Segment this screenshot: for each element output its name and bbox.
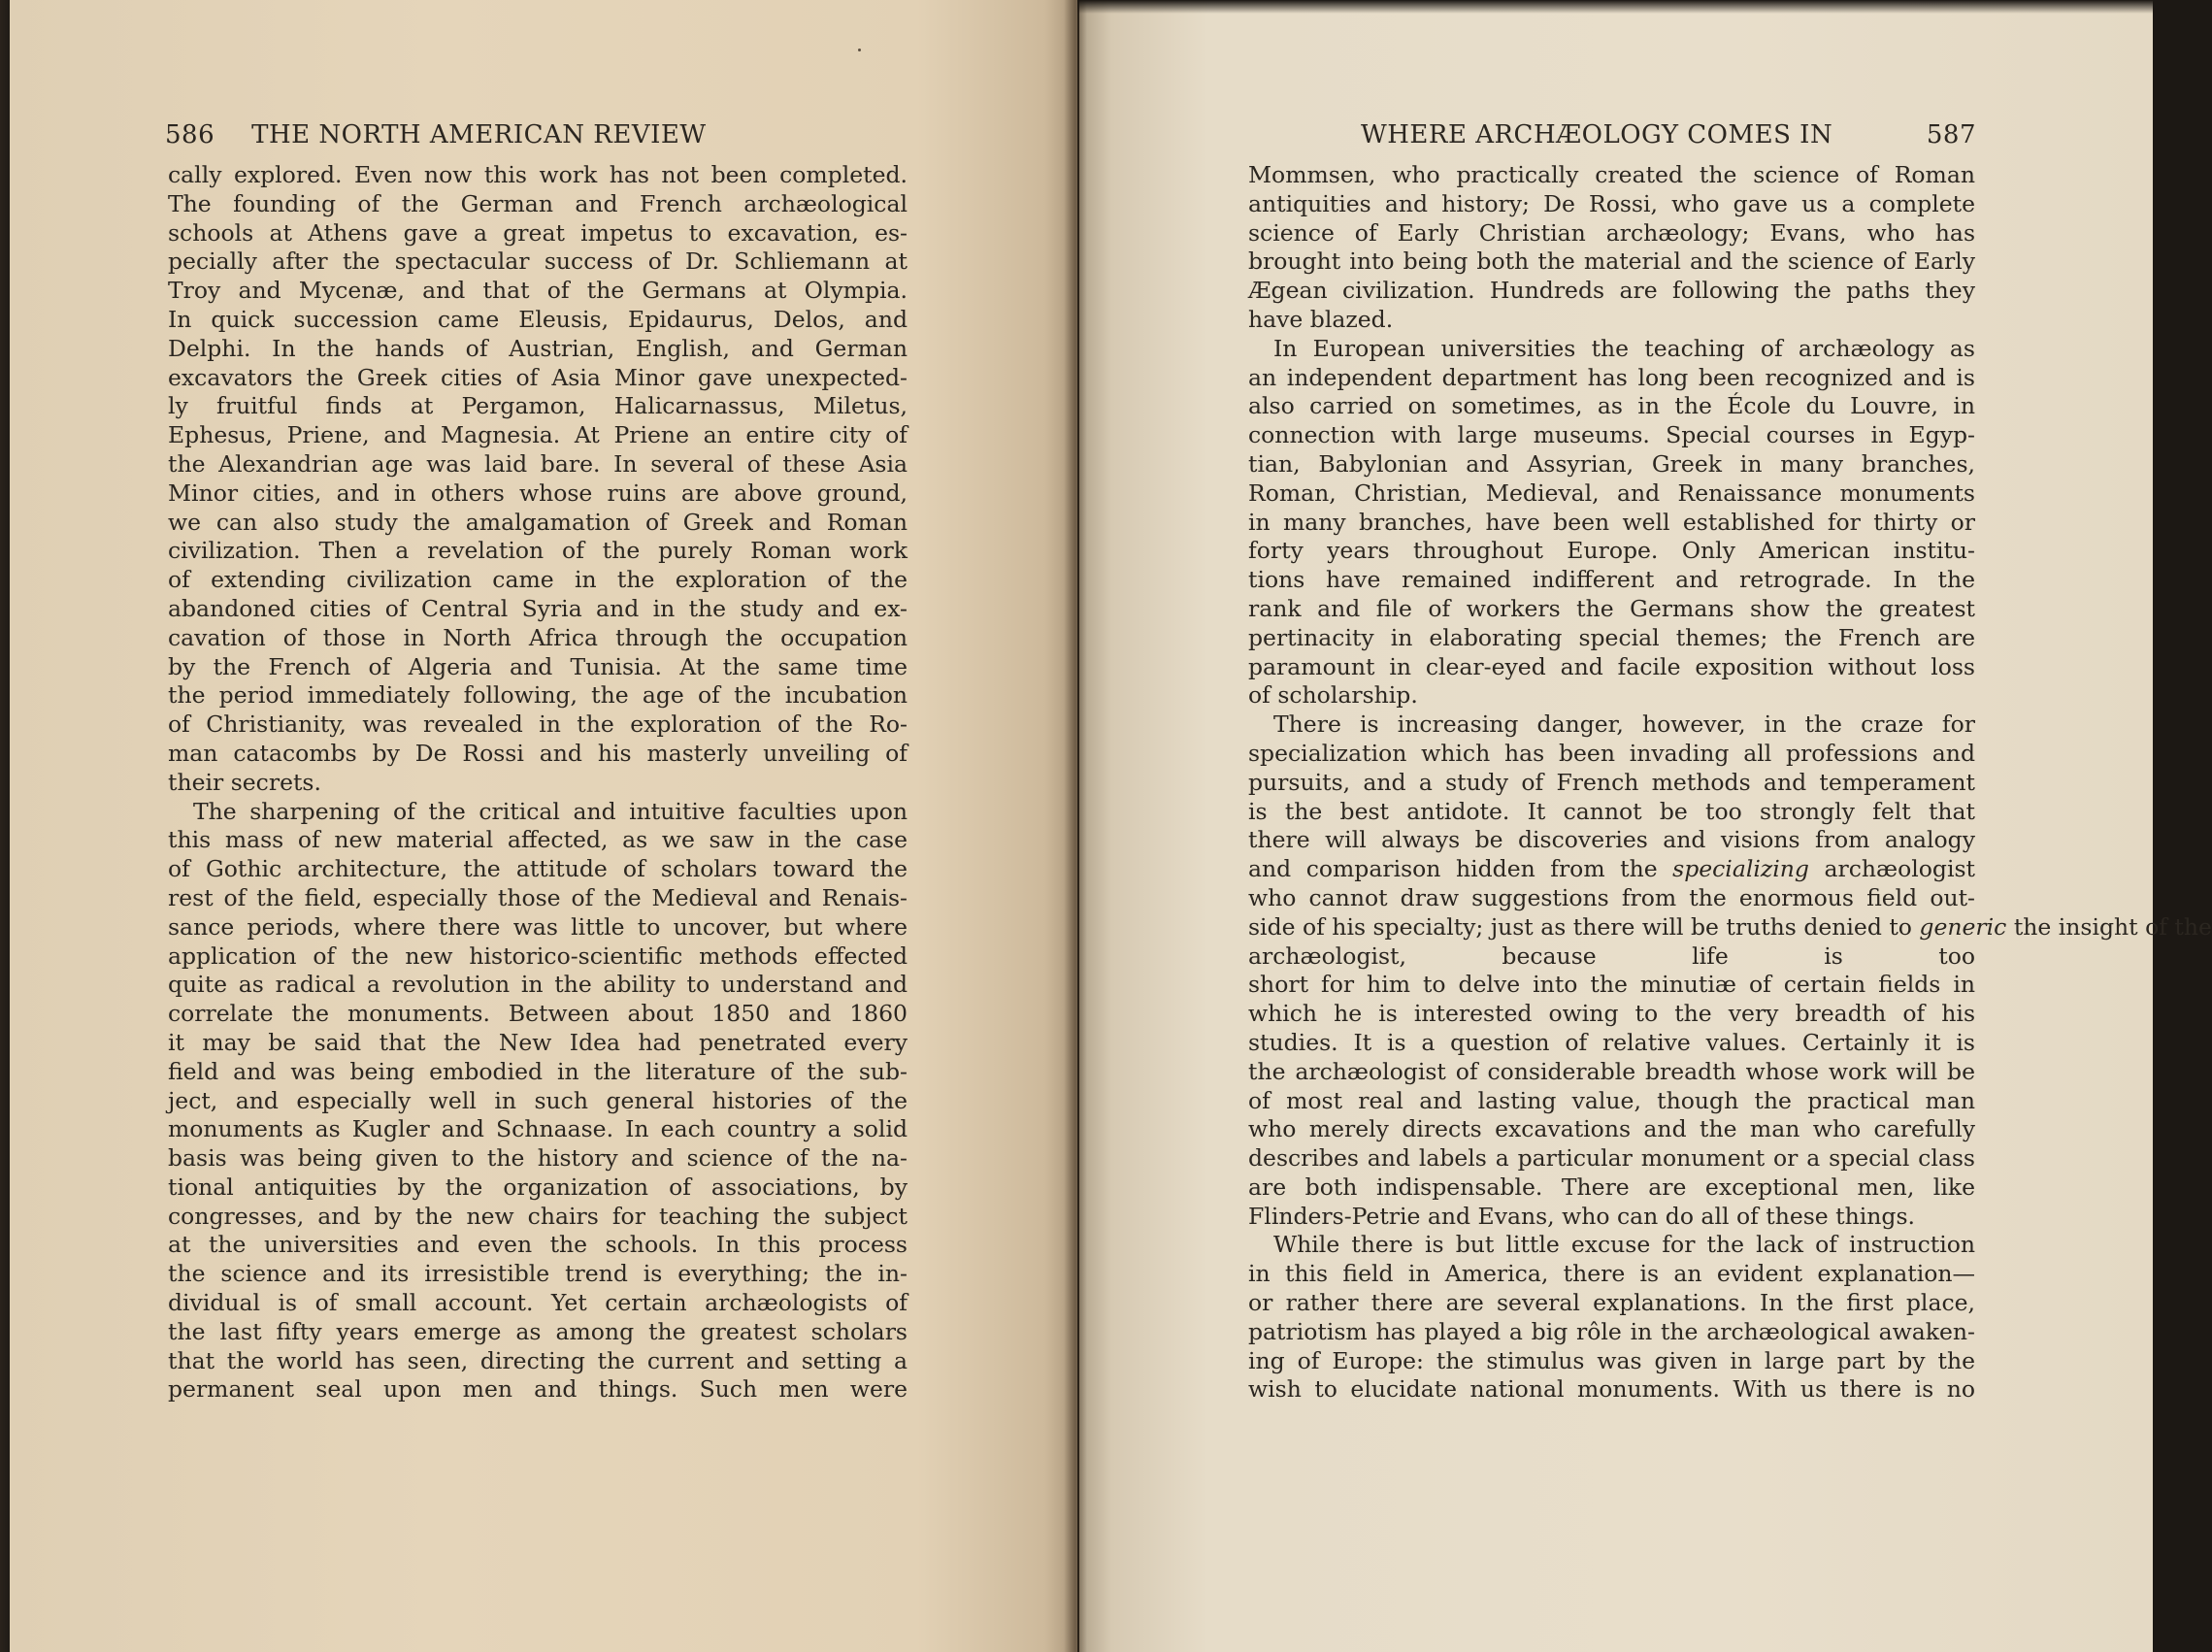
left-running-head: [165, 120, 786, 149]
text-line: the last fifty years emerge as among the greatest scholars: [168, 1317, 908, 1345]
text-line: dividual is of small account. Yet certain archæologists of: [168, 1289, 908, 1317]
text-line: of most real and lasting value, though the practical man: [1248, 1086, 1975, 1114]
text-line: congresses, and by the new chairs for teaching the subject: [168, 1202, 908, 1230]
right-text-block: [1248, 161, 2212, 1404]
text-line: who merely directs excavations and the man who carefully: [1248, 1115, 1975, 1143]
text-line: wish to elucidate national monuments. With us there is no: [1248, 1375, 1975, 1404]
text-line: brought into being both the material and the science of Early: [1248, 248, 1975, 276]
text-line: there will always be discoveries and visions from analogy: [1248, 826, 1975, 854]
text-line: have blazed.: [1248, 305, 1394, 333]
text-line: correlate the monuments. Between about 1850 and 1860: [168, 1000, 908, 1028]
text-line: The sharpening of the critical and intuitive faculties upon: [193, 797, 908, 825]
text-line: which he is interested owing to the very breadth of his: [1248, 1000, 1975, 1028]
text-line: The founding of the German and French archæological: [168, 189, 908, 217]
text-line: field and was being embodied in the literature of the sub-: [168, 1057, 908, 1085]
text-line: quite as radical a revolution in the ability to understand and: [168, 971, 908, 999]
text-line: abandoned cities of Central Syria and in the study and ex-: [168, 594, 908, 622]
text-line: There is increasing danger, however, in the craze for: [1273, 710, 1975, 739]
text-line: specialization which has been invading all professions and: [1248, 739, 1975, 767]
text-line: paramount in clear-eyed and facile exposition without loss: [1248, 652, 1975, 680]
text-line: While there is but little excuse for the lack of instruction: [1273, 1231, 1975, 1259]
text-line: patriotism has played a big rôle in the archæological awaken-: [1248, 1317, 1975, 1345]
text-line: archæologist, because life is too: [1248, 942, 1975, 970]
text-line: of extending civilization came in the exploration of the: [168, 566, 908, 594]
text-line: schools at Athens gave a great impetus to excavation, es-: [168, 218, 908, 247]
text-line: antiquities and history; De Rossi, who gave us a complete: [1248, 189, 1975, 217]
text-line: rest of the field, especially those of the Medieval and Renais-: [168, 883, 908, 911]
text-line: [1248, 912, 2212, 942]
text-line: pursuits, and a study of French methods and temperament: [1248, 768, 1975, 796]
text-line: describes and labels a particular monument or a special class: [1248, 1144, 1975, 1173]
text-line: tions have remained indifferent and retrograde. In the: [1248, 566, 1975, 594]
text-line: science of Early Christian archæology; Evans, who has: [1248, 218, 1975, 247]
text-line: basis was being given to the history and science of the na-: [168, 1144, 908, 1173]
text-line: their secrets.: [168, 768, 321, 796]
text-line: In quick succession came Eleusis, Epidaurus, Delos, and: [168, 305, 908, 333]
text-line: are both indispensable. There are exceptional men, like: [1248, 1173, 1975, 1201]
text-line: in many branches, have been well established for thirty or: [1248, 508, 1975, 536]
text-run: side of his specialty; just as there will be truths denied to: [1248, 912, 1912, 941]
text-line: tian, Babylonian and Assyrian, Greek in many branches,: [1248, 449, 1975, 478]
text-line: who cannot draw suggestions from the enormous field out-: [1248, 883, 1975, 911]
text-line: we can also study the amalgamation of Greek and Roman: [168, 508, 908, 536]
text-line: Roman, Christian, Medieval, and Renaissance monuments: [1248, 479, 1975, 507]
text-line: the period immediately following, the age of the incubation: [168, 681, 908, 710]
text-line: also carried on sometimes, as in the École du Louvre, in: [1248, 392, 1975, 420]
book-gutter: [1064, 0, 1087, 1652]
text-line: that the world has seen, directing the current and setting a: [168, 1346, 908, 1374]
text-line: studies. It is a question of relative values. Certainly it is: [1248, 1028, 1975, 1056]
text-line: man catacombs by De Rossi and his masterly unveiling of: [168, 739, 908, 767]
text-line: excavators the Greek cities of Asia Minor gave unexpected-: [168, 363, 908, 391]
right-running-title: WHERE ARCHÆOLOGY COMES IN: [1361, 120, 1833, 149]
text-line: ly fruitful finds at Pergamon, Halicarnassus, Miletus,: [168, 392, 908, 420]
text-line: ject, and especially well in such general histories of the: [168, 1086, 908, 1114]
italic-word: generic: [1919, 912, 2007, 941]
text-line: of Christianity, was revealed in the exploration of the Ro-: [168, 710, 908, 739]
text-line: forty years throughout Europe. Only American institu-: [1248, 537, 1975, 565]
text-line: connection with large museums. Special courses in Egyp-: [1248, 421, 1975, 449]
text-line: the Alexandrian age was laid bare. In several of these Asia: [168, 449, 908, 478]
text-line: cally explored. Even now this work has not been completed.: [168, 161, 908, 188]
text-line: rank and file of workers the Germans show the greatest: [1248, 594, 1975, 622]
text-line: ing of Europe: the stimulus was given in large part by the: [1248, 1346, 1975, 1374]
text-run: the insight of the: [2013, 912, 2212, 941]
text-line: or rather there are several explanations. In the first place,: [1248, 1289, 1975, 1317]
text-line: Minor cities, and in others whose ruins are above ground,: [168, 479, 908, 507]
text-line: it may be said that the New Idea had penetrated every: [168, 1028, 908, 1056]
text-line: application of the new historico-scientific methods effected: [168, 942, 908, 970]
right-page: [1079, 0, 2212, 1652]
text-line: permanent seal upon men and things. Such men were: [168, 1375, 908, 1404]
left-text-block: [168, 161, 908, 1404]
text-line: Ægean civilization. Hundreds are following the paths they: [1248, 277, 1975, 305]
right-running-head: [1361, 120, 1976, 149]
text-line: monuments as Kugler and Schnaase. In each country a solid: [168, 1115, 908, 1143]
text-run: and comparison hidden from the: [1248, 855, 1658, 883]
text-line: sance periods, where there was little to uncover, but where: [168, 912, 908, 941]
left-page-number: 586: [165, 120, 215, 149]
text-line: cavation of those in North Africa through the occupation: [168, 623, 908, 651]
text-line: of scholarship.: [1248, 681, 1418, 710]
text-line: Mommsen, who practically created the science of Roman: [1248, 161, 1975, 188]
text-line: pertinacity in elaborating special themes; the French are: [1248, 623, 1975, 651]
text-line: is the best antidote. It cannot be too strongly felt that: [1248, 797, 1975, 825]
text-line: an independent department has long been recognized and is: [1248, 363, 1975, 391]
text-line: the science and its irresistible trend is everything; the in-: [168, 1260, 908, 1288]
left-running-title: THE NORTH AMERICAN REVIEW: [251, 120, 707, 149]
right-page-number: 587: [1926, 120, 1976, 149]
text-run: archæologist: [1824, 855, 1975, 883]
text-line: the archæologist of considerable breadth whose work will be: [1248, 1057, 1975, 1085]
left-page: [10, 0, 1077, 1652]
text-line: Ephesus, Priene, and Magnesia. At Priene an entire city of: [168, 421, 908, 449]
paper-speck: [858, 49, 861, 51]
text-line: of Gothic architecture, the attitude of scholars toward the: [168, 855, 908, 883]
italic-word: specializing: [1672, 855, 1809, 883]
text-line: Delphi. In the hands of Austrian, English, and German: [168, 334, 908, 362]
text-line: pecially after the spectacular success of Dr. Schliemann at: [168, 248, 908, 276]
text-line: this mass of new material affected, as we saw in the case: [168, 826, 908, 854]
text-line: [1248, 855, 1975, 884]
top-shadow: [1077, 0, 2153, 14]
text-line: at the universities and even the schools. In this process: [168, 1231, 908, 1259]
text-line: Troy and Mycenæ, and that of the Germans at Olympia.: [168, 277, 908, 305]
text-line: civilization. Then a revelation of the purely Roman work: [168, 537, 908, 565]
text-line: Flinders-Petrie and Evans, who can do all of these things.: [1248, 1202, 1915, 1230]
text-line: by the French of Algeria and Tunisia. At the same time: [168, 652, 908, 680]
text-line: short for him to delve into the minutiæ of certain fields in: [1248, 971, 1975, 999]
text-line: In European universities the teaching of archæology as: [1273, 334, 1975, 362]
text-line: tional antiquities by the organization of associations, by: [168, 1173, 908, 1201]
text-line: in this field in America, there is an evident explanation—: [1248, 1260, 1975, 1288]
